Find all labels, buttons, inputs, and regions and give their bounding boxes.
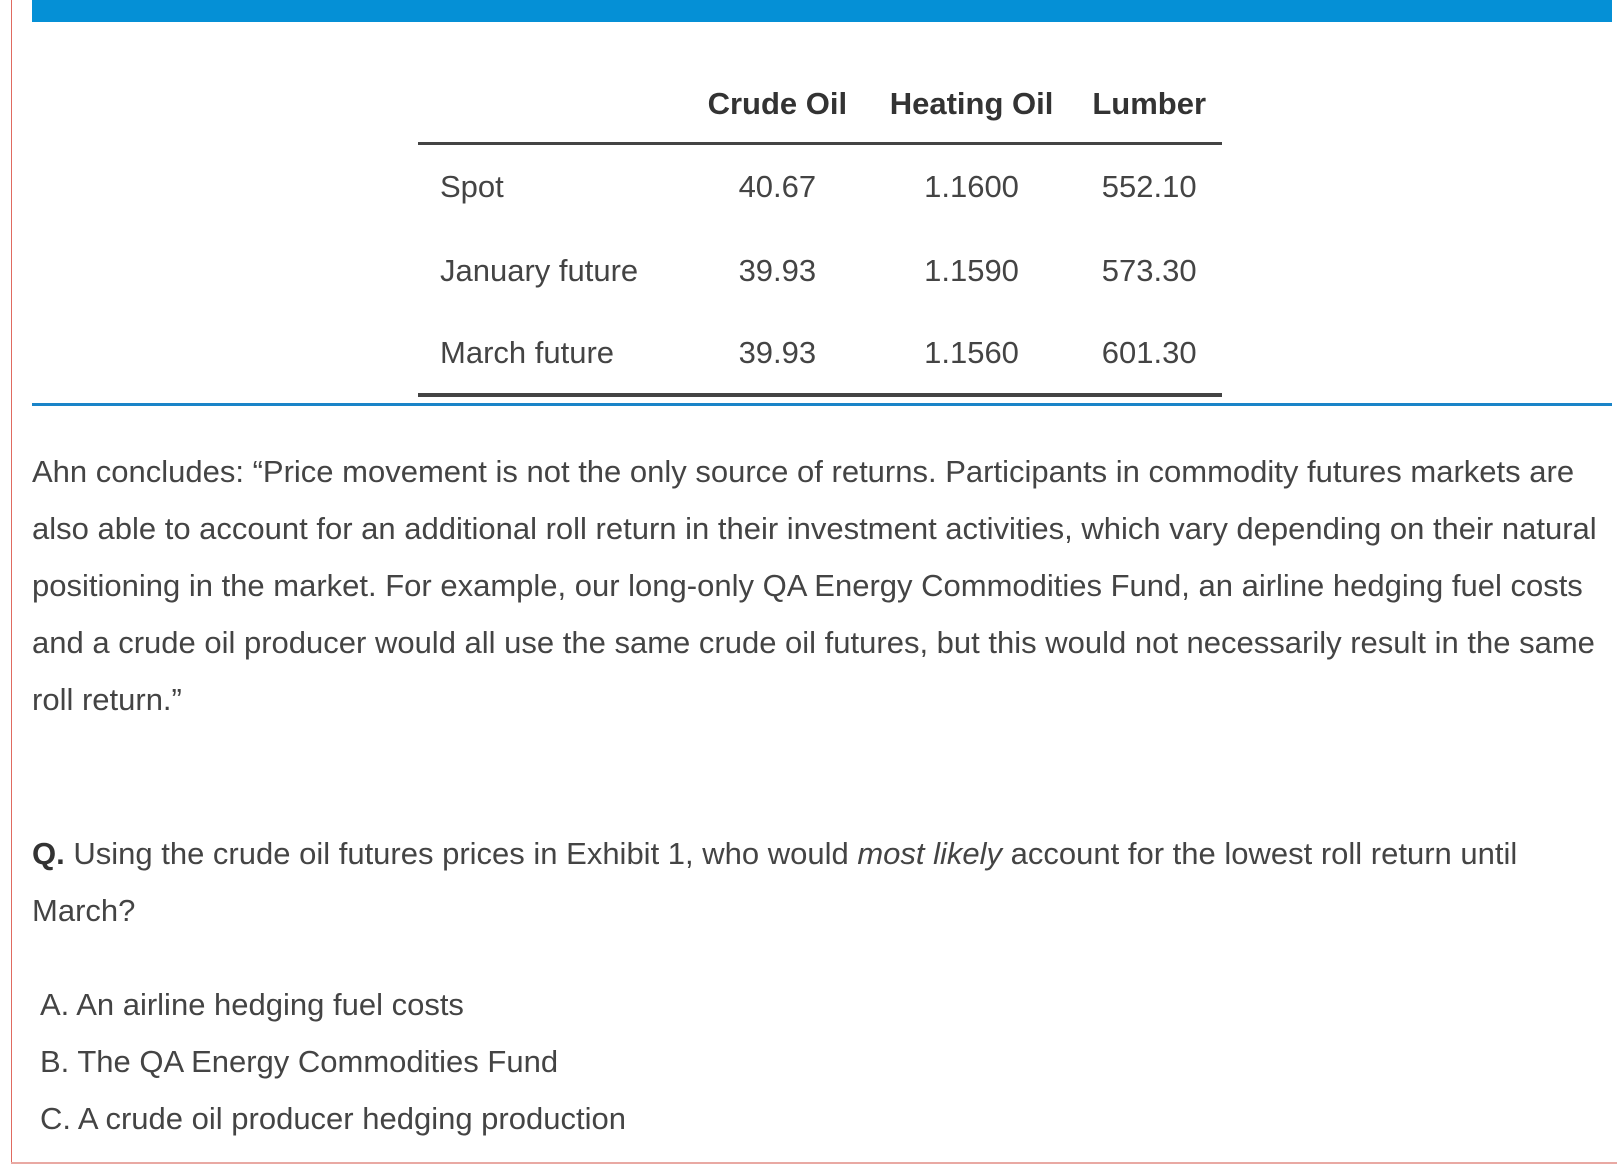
exhibit-header-bar bbox=[32, 0, 1612, 22]
conclusion-paragraph: Ahn concludes: “Price movement is not the only source of returns. Participants in commodity futures markets are also able to account for an additional roll return in their investment activities, which vary depending on their natural positioning in the market. For example, our long-only QA Energy Commodities Fund, an airline hedging fuel costs and a crude oil producer would all use the same crude oil futures, but this would not necessarily result in the same roll return.” bbox=[32, 454, 1597, 717]
option-c[interactable]: C. A crude oil producer hedging production bbox=[40, 1101, 626, 1136]
question-marker: Q. bbox=[32, 836, 65, 871]
cell-january-crude-oil: 39.93 bbox=[738, 253, 817, 288]
cell-march-crude-oil: 39.93 bbox=[688, 313, 867, 395]
exhibit-table bbox=[418, 66, 1222, 397]
cell-january-lumber: 573.30 bbox=[1101, 253, 1197, 288]
exhibit-divider bbox=[32, 403, 1612, 406]
question-text-before: Using the crude oil futures prices in Exhibit 1, who would bbox=[64, 836, 858, 871]
cell-january-heating-oil: 1.1590 bbox=[924, 253, 1019, 288]
table-row bbox=[418, 229, 1222, 313]
cell-march-heating-oil: 1.1560 bbox=[867, 313, 1077, 395]
row-label-march-future: March future bbox=[418, 313, 688, 395]
question-text-after: account for the lowest roll return until March? bbox=[32, 836, 1518, 928]
cell-spot-lumber: 552.10 bbox=[1101, 169, 1197, 204]
option-b[interactable]: B. The QA Energy Commodities Fund bbox=[40, 1044, 559, 1079]
question-emphasis: most likely bbox=[857, 836, 1003, 871]
table-row bbox=[418, 313, 1222, 395]
column-header-lumber: Lumber bbox=[1076, 66, 1222, 144]
table-corner-cell bbox=[418, 66, 688, 144]
answer-options bbox=[40, 976, 626, 1147]
cell-march-lumber: 601.30 bbox=[1076, 313, 1222, 395]
cell-spot-heating-oil: 1.1600 bbox=[924, 169, 1019, 204]
frame-left-border bbox=[11, 0, 12, 1162]
question-stem bbox=[32, 825, 1612, 939]
cell-spot-crude-oil: 40.67 bbox=[738, 169, 817, 204]
row-label-spot: Spot bbox=[440, 169, 504, 204]
column-header-crude-oil: Crude Oil bbox=[688, 66, 867, 144]
table-header-row bbox=[418, 66, 1222, 144]
row-label-january-future: January future bbox=[440, 253, 639, 288]
frame-bottom-border bbox=[11, 1162, 1617, 1164]
option-a[interactable]: A. An airline hedging fuel costs bbox=[40, 987, 464, 1022]
column-header-heating-oil: Heating Oil bbox=[867, 66, 1077, 144]
table-row bbox=[418, 144, 1222, 230]
